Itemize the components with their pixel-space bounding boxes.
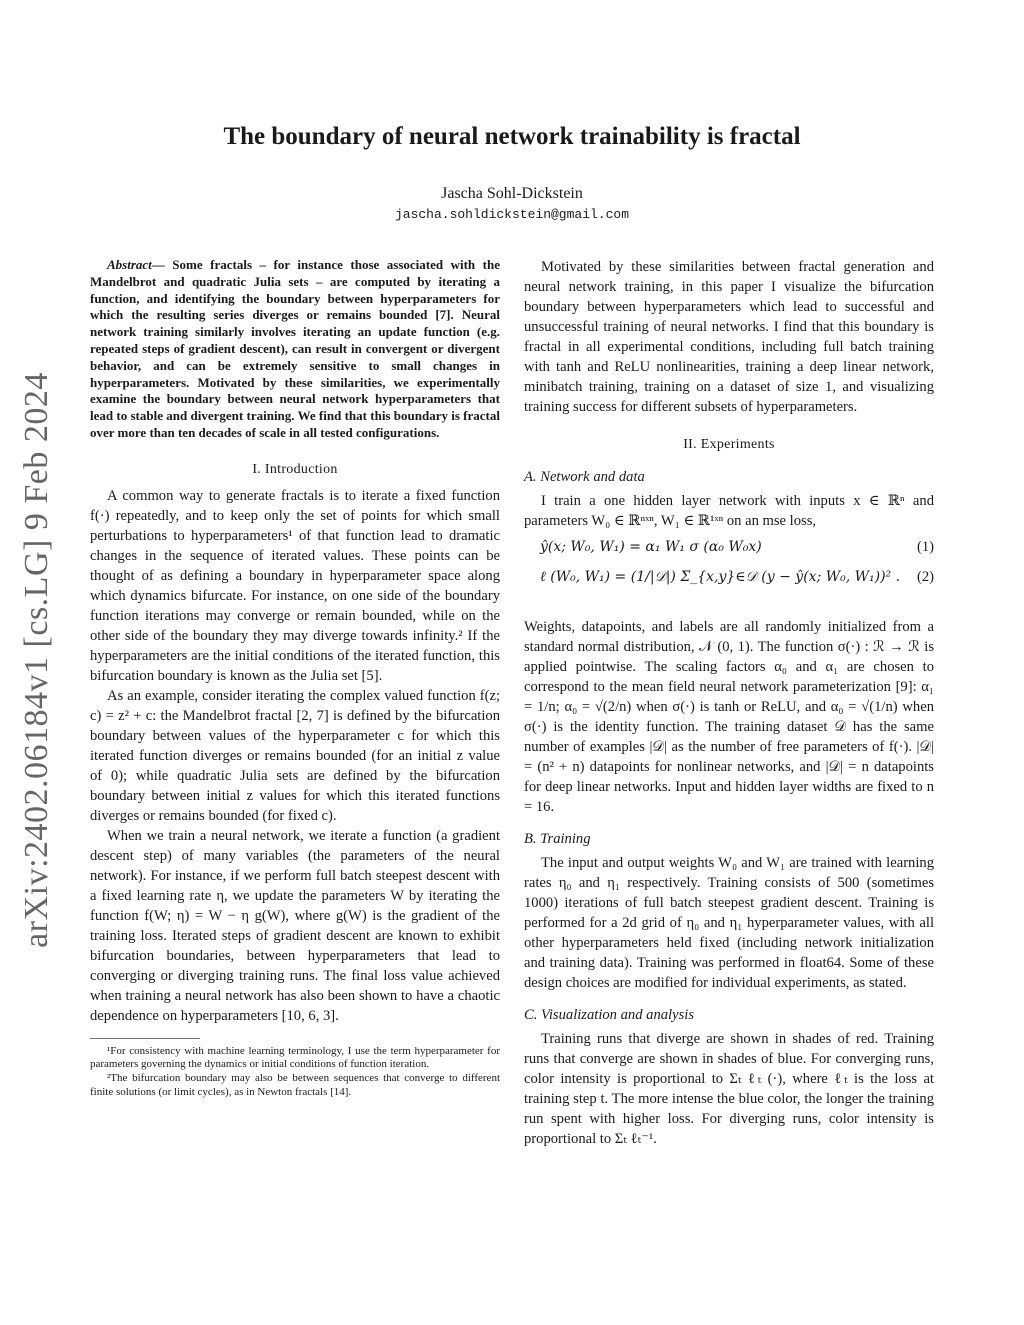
abstract <box>90 257 500 442</box>
visualization-paragraph: Training runs that diverge are shown in shades of red. Training runs that converge are shown in shades of blue. For converging runs, color intensity is proportional to Σₜ ℓₜ (·), where ℓₜ is the loss at training step t. The more intense the blue color, the longer the training run spent with higher loss. For diverging runs, color intensity is proportional to Σₜ ℓₜ⁻¹. <box>524 1031 934 1147</box>
equation-2-number: (2) <box>916 569 934 585</box>
equation-1-number: (1) <box>916 539 934 555</box>
paper-title: The boundary of neural network trainability is fractal <box>223 123 801 150</box>
footnote-2: ²The bifurcation boundary may also be between sequences that converge to different finite solutions (or limit cycles), as in Newton fractals [14]. <box>90 1071 500 1098</box>
equation-2 <box>524 567 934 611</box>
equation-1-body: ŷ(x; W₀, W₁) = α₁ W₁ σ (α₀ W₀x) <box>540 539 762 555</box>
intro-paragraph-3: When we train a neural network, we iterate a function (a gradient descent step) of many variables (the parameters of the neural network). For instance, if we perform full batch steepest descent with a fixed learning rate η, we update the parameters W by iterating the function f(W; η) = W − η g(W), where g(W) is the gradient of the training loss. Iterated steps of gradient descent are known to exhibit bifurcation boundaries, between hyperparameters that lead to converging or diverging training runs. The final loss value achieved when training a neural network has also been shown to have a chaotic dependence on hyperparameters [10, 6, 3]. <box>90 827 500 1024</box>
motivation-paragraph: Motivated by these similarities between fractal generation and neural network training, in this paper I visualize the bifurcation boundary between hyperparameters which lead to successful and unsuccessful training of neural networks. I find that this boundary is fractal in all experimental conditions, including full batch training with tanh and ReLU nonlinearities, training a deep linear network, minibatch training, training on a dataset of size 1, and visualizing training success for different subsets of hyperparameters. <box>524 259 934 415</box>
subsection-visualization: C. Visualization and analysis <box>524 1007 695 1023</box>
subsection-training: B. Training <box>524 831 591 847</box>
intro-paragraph-2: As an example, consider iterating the complex valued function f(z; c) = z² + c: the Mandelbrot fractal [2, 7] is defined by the bifurcation boundary between values of the hyperparameter c for which this iterated function diverges or remains bounded (for an initial z value of 0); while quadratic Julia sets are defined by the bifurcation boundary between initial z values for which this iterated functions diverges or remains bounded (for fixed c). <box>90 687 500 824</box>
network-paragraph-2: Weights, datapoints, and labels are all randomly initialized from a standard normal distribution, 𝒩 (0, 1). The function σ(·) : ℛ → ℛ is applied pointwise. The scaling factors α₀ and α₁ are chosen to correspond to the mean field neural network parameterization [9]: α₁ = 1/n; α₀ = √(2/n) when σ(·) is tanh or ReLU, and α₀ = √(1/n) when σ(·) is the identity function. The training dataset 𝒟 has the same number of examples |𝒟| as the number of free parameters of f(·). |𝒟| = (n² + n) datapoints for nonlinear networks, and |𝒟| = n datapoints for deep linear networks. Input and hidden layer widths are fixed to n = 16. <box>524 619 934 815</box>
author-email: jascha.sohldickstein@gmail.com <box>394 207 630 222</box>
author-name: Jascha Sohl-Dickstein <box>441 185 583 202</box>
equation-2-body: ℓ (W₀, W₁) = (1/|𝒟|) Σ_{x,y}∈𝒟 (y − ŷ(x; W₀, W₁))² . <box>540 569 901 585</box>
equation-1 <box>524 537 934 561</box>
intro-paragraph-1: A common way to generate fractals is to iterate a fixed function f(·) repeatedly, and to keep only the set of points for which small perturbations to hyperparameters¹ of that function lead to dramatic changes in the sequence of iterated values. These points can be thought of as defining a boundary in hyperparameter space along which dynamics bifurcate. For instance, on one side of the boundary function iterations may converge or remain bounded, while on the other side of the boundary they may diverge towards infinity.² If the hyperparameters are the initial conditions of the iterated function, this bifurcation boundary is known as the Julia set [5]. <box>90 487 500 684</box>
footnote-rule <box>90 1038 200 1039</box>
arxiv-stamp: arXiv:2402.06184v1 [cs.LG] 9 Feb 2024 <box>18 372 55 948</box>
abstract-text: — Some fractals – for instance those associated with the Mandelbrot and quadratic Julia sets – are computed by iterating a function, and identifying the boundary between hyperparameters for which the resulting series diverges or remains bounded [7]. Neural network training similarly involves iterating an update function (e.g. repeated steps of gradient descent), can result in convergent or divergent behavior, and can be extremely sensitive to small changes in hyperparameters. Motivated by these similarities, we experimentally examine the boundary between neural network hyperparameters that lead to stable and divergent training. We find that this boundary is fractal over more than ten decades of scale in all tested configurations. <box>90 257 500 440</box>
section-heading-experiments: II. Experiments <box>683 437 775 452</box>
abstract-label: Abstract <box>107 257 152 272</box>
subsection-network-and-data: A. Network and data <box>524 469 645 485</box>
left-column <box>90 257 500 1099</box>
section-heading-introduction: I. Introduction <box>252 461 338 477</box>
footnote-1: ¹For consistency with machine learning terminology, I use the term hyperparameter for parameters governing the dynamics or initial conditions of function iteration. <box>90 1044 500 1071</box>
training-paragraph: The input and output weights W₀ and W₁ are trained with learning rates η₀ and η₁ respectively. Training consists of 500 (sometimes 1000) iterations of full batch steepest gradient descent. Training is performed for a 2d grid of η₀ and η₁ hyperparameter values, with all other hyperparameters held fixed (including network initialization and training data). Training was performed in float64. Some of these design choices are modified for individual experiments, as stated. <box>524 855 934 991</box>
network-paragraph-1: I train a one hidden layer network with inputs x ∈ ℝⁿ and parameters W₀ ∈ ℝⁿˣⁿ, W₁ ∈ ℝ¹ˣⁿ on an mse loss, <box>524 493 934 529</box>
right-column <box>524 257 934 1149</box>
